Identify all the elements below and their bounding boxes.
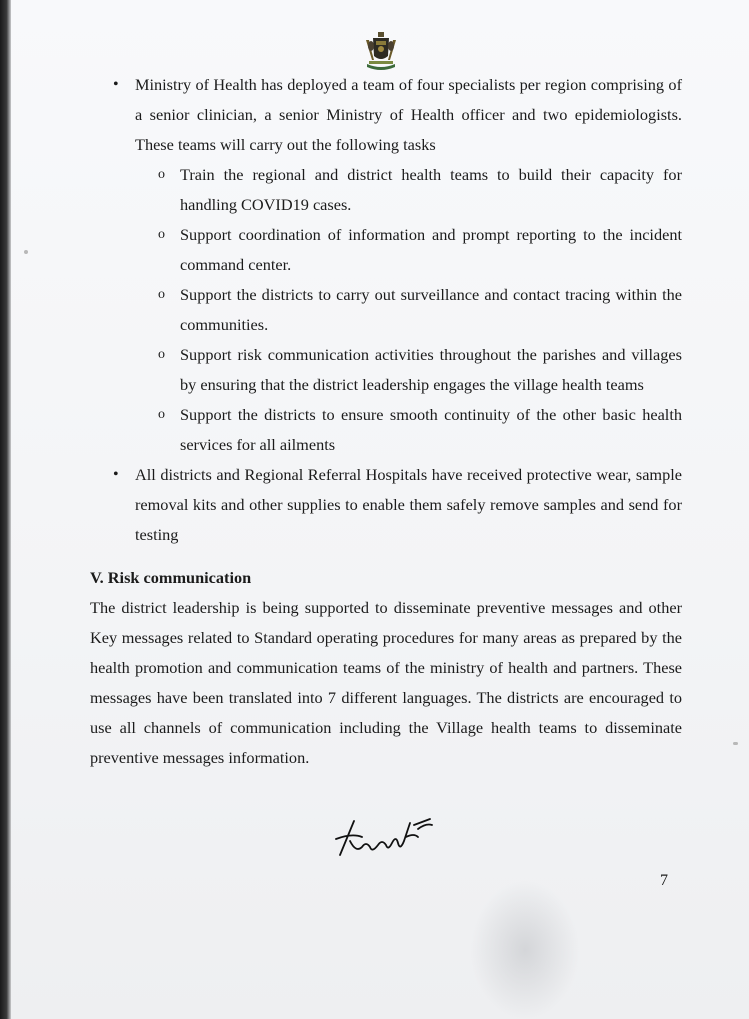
bullet-text: Ministry of Health has deployed a team of four specialists per region comprising of a senior clinician, a senior Ministry of Health officer and two epidemiologists. These teams will carry out the following tasks — [135, 75, 682, 154]
sub-bullet-marker: o — [158, 167, 165, 182]
sub-list — [90, 160, 682, 460]
sub-item-text: Support the districts to ensure smooth continuity of the other basic health services for all ailments — [180, 405, 682, 454]
sub-list-item — [135, 280, 682, 340]
sub-list-item — [135, 160, 682, 220]
sub-bullet-marker: o — [158, 347, 165, 362]
sub-bullet-marker: o — [158, 407, 165, 422]
bullet-item — [90, 70, 682, 160]
section-paragraph: The district leadership is being supported to disseminate preventive messages and other Key messages related to Standard operating procedures for many areas as prepared by the health promotion and communication teams of the ministry of health and partners. These messages have been translated into 7 different languages. The districts are encouraged to use all channels of communication including the Village health teams to disseminate preventive messages information. — [90, 598, 682, 767]
sub-list-item — [135, 340, 682, 400]
sub-item-text: Train the regional and district health teams to build their capacity for handling COVID19 cases. — [180, 165, 682, 214]
sub-item-text: Support coordination of information and prompt reporting to the incident command center. — [180, 225, 682, 274]
bullet-dot: • — [113, 466, 119, 483]
sub-item-text: Support risk communication activities throughout the parishes and villages by ensuring that the district leadership engages the village health teams — [180, 345, 682, 394]
coat-of-arms-icon — [363, 30, 399, 74]
sub-list-item — [135, 220, 682, 280]
bullet-dot: • — [113, 76, 119, 93]
sub-bullet-marker: o — [158, 287, 165, 302]
sub-list-item — [135, 400, 682, 460]
scan-shadow — [470, 880, 580, 1019]
bullet-item — [90, 460, 682, 550]
sub-bullet-marker: o — [158, 227, 165, 242]
document-body — [90, 70, 682, 773]
scan-speck — [24, 250, 28, 254]
page-number: 7 — [660, 872, 668, 889]
bullet-text: All districts and Regional Referral Hospitals have received protective wear, sample removal kits and other supplies to enable them safely remove samples and send for testing — [135, 465, 682, 544]
handwritten-signature — [332, 803, 436, 863]
scan-speck — [733, 742, 738, 745]
sub-item-text: Support the districts to carry out surveillance and contact tracing within the communities. — [180, 285, 682, 334]
scan-edge-shadow — [0, 0, 11, 1019]
section-heading: V. Risk communication — [90, 568, 252, 587]
